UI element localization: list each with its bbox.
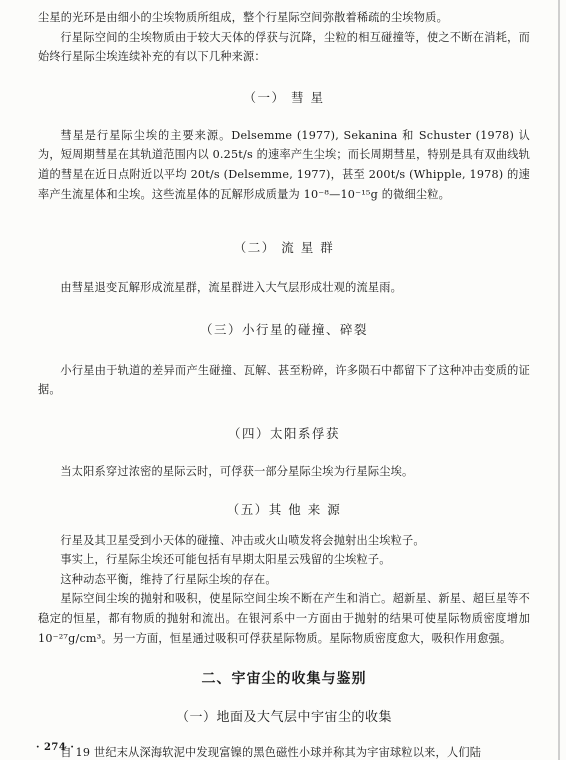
page-content	[38, 8, 530, 760]
chapter-subtitle: （一）地面及大气层中宇宙尘的收集	[175, 710, 392, 726]
section-title-meteor-stream: （二） 流 星 群	[233, 240, 335, 256]
section-title-other: （五）其 他 来 源	[226, 501, 342, 517]
section-body-other-2: 事实上，行星际尘埃还可能包括有早期太阳星云残留的尘埃粒子。	[60, 553, 391, 567]
section-body-other-3: 这种动态平衡，维持了行星际尘埃的存在。	[60, 572, 277, 586]
section-body-other-4: 星际空间尘埃的抛射和吸积，使星际空间尘埃不断在产生和消亡。超新星、新星、超巨星等不稳定的恒星，都有物质的抛射和流出。在银河系中一方面由于抛射的结果可使星际物质密度增加 10⁻²⁷g/cm³。另一方面，恒星通过吸积可俘获星际物质。星际物质密度愈大，吸积作用愈强。	[38, 592, 530, 645]
section-title-comet: （一） 彗 星	[243, 89, 325, 105]
section-body-meteor-stream: 由彗星退变瓦解形成流星群，流星群进入大气层形成壮观的流星雨。	[60, 281, 403, 295]
section-body-other-1: 行星及其卫星受到小天体的碰撞、冲击或火山喷发将会抛射出尘埃粒子。	[60, 533, 425, 547]
section-title-asteroid: （三）小行星的碰撞、碎裂	[199, 321, 368, 337]
chapter-title: 二、宇宙尘的收集与鉴别	[201, 671, 367, 688]
page-number: · 274 ·	[36, 742, 75, 753]
intro-paragraph: 行星际空间的尘埃物质由于较大天体的俘获与沉降，尘粒的相互碰撞等，使之不断在消耗，而始终行星际尘埃连续补充的有以下几种来源：	[38, 30, 530, 64]
section-body-capture: 当太阳系穿过浓密的星际云时，可俘获一部分星际尘埃为行星际尘埃。	[60, 464, 414, 478]
page-edge	[558, 0, 560, 760]
intro-line: 尘星的光环是由细小的尘埃物质所组成，整个行星际空间弥散着稀疏的尘埃物质。	[38, 11, 448, 24]
chapter-body: 自 19 世纪末从深海软泥中发现富镍的黑色磁性小球并称其为宇宙球粒以来，人们陆	[60, 746, 482, 760]
section-body-comet: 彗星是行星际尘埃的主要来源。Delsemme (1977), Sekanina 和 Schuster (1978) 认为，短周期彗星在其轨道范围内以 0.25t/s 的速率产生尘埃；而长周期彗星，特别是具有双曲线轨道的彗星在近日点附近以平均 20t/s (Delsemme, 1977)，甚至 200t/s (Whipple, 1978) 的速率产生流星体和尘埃。这些流星体的瓦解形成质量为 10⁻⁸—10⁻¹⁵g 的微细尘粒。	[38, 128, 530, 201]
section-title-capture: （四）太阳系俘获	[227, 425, 340, 441]
section-body-asteroid: 小行星由于轨道的差异而产生碰撞、瓦解、甚至粉碎，许多陨石中都留下了这种冲击变质的证据。	[38, 363, 530, 397]
